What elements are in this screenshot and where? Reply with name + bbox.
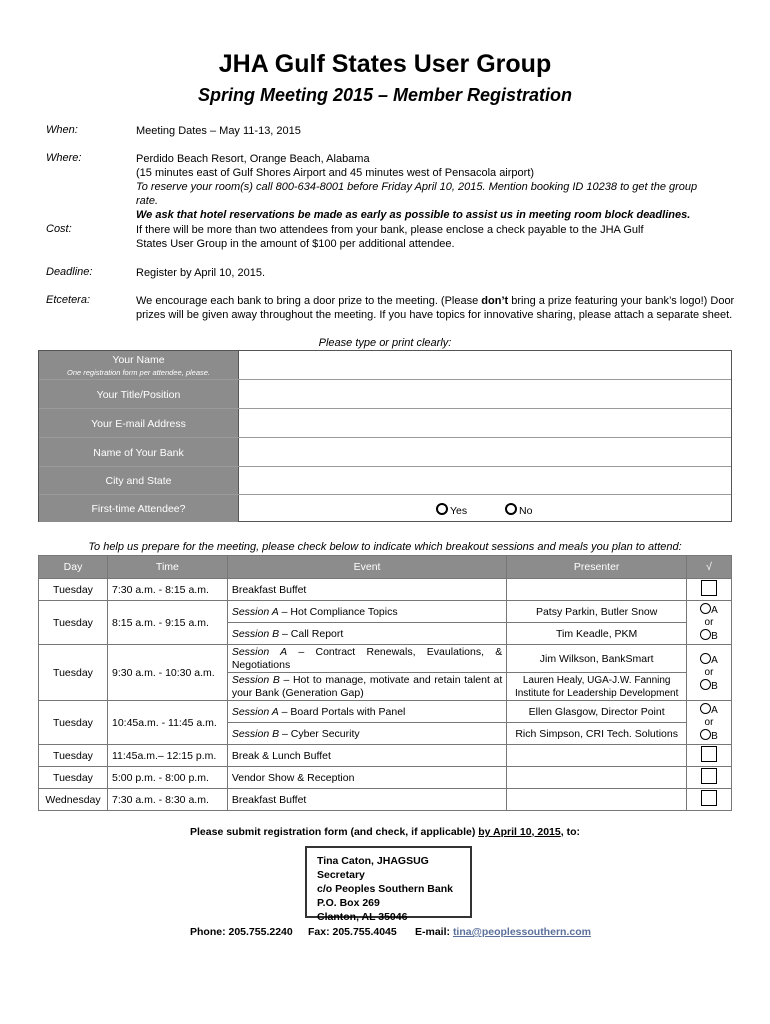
no-option[interactable]: No <box>505 503 532 517</box>
presenter-cell: Lauren Healy, UGA-J.W. Fanning Institute for Leadership Development <box>507 673 687 701</box>
schedule-header-row <box>39 556 732 579</box>
table-row <box>39 767 732 789</box>
title-row[interactable] <box>39 379 731 409</box>
city-label: City and State <box>39 467 239 495</box>
session-choice: A or B <box>687 645 732 701</box>
page-title: JHA Gulf States User Group <box>218 50 552 78</box>
choice-b-radio-icon[interactable] <box>700 679 711 690</box>
when-text: Meeting Dates – May 11-13, 2015 <box>136 125 301 137</box>
name-sublabel: One registration form per attendee, please. <box>67 367 210 377</box>
day-cell: Wednesday <box>39 789 108 811</box>
table-row <box>39 789 732 811</box>
time-cell: 10:45a.m. - 11:45 a.m. <box>107 701 227 745</box>
session-choice: A or B <box>687 701 732 745</box>
event-cell: Session B – Cyber Security <box>227 723 506 745</box>
day-cell: Tuesday <box>39 767 108 789</box>
phone-number: Phone: 205.755.2240 <box>190 926 293 938</box>
deadline-text: Register by April 10, 2015. <box>136 267 266 279</box>
table-row <box>39 601 732 623</box>
checkbox[interactable] <box>701 790 717 806</box>
time-cell: 8:15 a.m. - 9:15 a.m. <box>107 601 227 645</box>
check-cell <box>687 745 732 767</box>
presenter-cell <box>507 789 687 811</box>
presenter-cell <box>507 579 687 601</box>
time-cell: 5:00 p.m. - 8:00 p.m. <box>107 767 227 789</box>
time-cell: 7:30 a.m. - 8:15 a.m. <box>107 579 227 601</box>
event-cell: Session B – Hot to manage, motivate and retain talent at your Bank (Generation Gap) <box>227 673 506 701</box>
header-presenter: Presenter <box>507 556 687 579</box>
choice-a-radio-icon[interactable] <box>700 703 711 714</box>
time-cell: 11:45a.m.– 12:15 p.m. <box>107 745 227 767</box>
presenter-cell: Patsy Parkin, Butler Snow <box>507 601 687 623</box>
event-cell: Session A – Board Portals with Panel <box>227 701 506 723</box>
email-contact: E-mail: tina@peoplessouthern.com <box>415 926 591 938</box>
event-cell: Break & Lunch Buffet <box>227 745 506 767</box>
fax-number: Fax: 205.755.4045 <box>308 926 397 938</box>
presenter-cell <box>507 767 687 789</box>
presenter-cell: Rich Simpson, CRI Tech. Solutions <box>507 723 687 745</box>
checkbox[interactable] <box>701 580 717 596</box>
presenter-cell: Ellen Glasgow, Director Point <box>507 701 687 723</box>
day-cell: Tuesday <box>39 701 108 745</box>
yes-option[interactable]: Yes <box>436 503 467 517</box>
day-cell: Tuesday <box>39 601 108 645</box>
day-cell: Tuesday <box>39 745 108 767</box>
event-cell: Vendor Show & Reception <box>227 767 506 789</box>
form-instruction: Please type or print clearly: <box>318 337 452 349</box>
bank-label: Name of Your Bank <box>39 438 239 467</box>
header-day: Day <box>39 556 108 579</box>
header-check: √ <box>687 556 732 579</box>
registration-form <box>38 350 732 522</box>
presenter-cell: Jim Wilkson, BankSmart <box>507 645 687 673</box>
mailing-address: Tina Caton, JHAGSUG Secretary c/o Peoples Southern Bank P.O. Box 269 Clanton, AL 35046 <box>305 846 472 918</box>
cost-label: Cost: <box>46 223 72 235</box>
cost-text: If there will be more than two attendees from your bank, please enclose a check payable to the JHA Gulf States User Group in the amount of $100 per additional attendee. <box>136 224 644 250</box>
event-cell: Breakfast Buffet <box>227 789 506 811</box>
where-label: Where: <box>46 152 82 164</box>
title-label: Your Title/Position <box>39 380 239 409</box>
name-row[interactable] <box>39 351 731 379</box>
choice-a-radio-icon[interactable] <box>700 653 711 664</box>
no-radio-icon[interactable] <box>505 503 517 515</box>
city-row[interactable] <box>39 466 731 495</box>
choice-b-radio-icon[interactable] <box>700 729 711 740</box>
event-cell: Breakfast Buffet <box>227 579 506 601</box>
time-cell: 7:30 a.m. - 8:30 a.m. <box>107 789 227 811</box>
table-row <box>39 579 732 601</box>
name-label: Your Name <box>112 353 165 366</box>
event-cell: Session B – Call Report <box>227 623 506 645</box>
checkbox[interactable] <box>701 746 717 762</box>
session-choice: A or B <box>687 601 732 645</box>
event-cell: Session A – Hot Compliance Topics <box>227 601 506 623</box>
table-row <box>39 645 732 673</box>
bank-row[interactable] <box>39 437 731 467</box>
check-cell <box>687 767 732 789</box>
day-cell: Tuesday <box>39 645 108 701</box>
page-subtitle: Spring Meeting 2015 – Member Registration <box>197 85 573 105</box>
etcetera-text: We encourage each bank to bring a door prize to the meeting. (Please don’t bring a prize featuring your bank’s logo!) Door prizes will be given away throughout the meeting. If you have topics for innovative sharing, please attach a separate sheet. <box>136 295 735 321</box>
email-label: Your E-mail Address <box>39 409 239 438</box>
header-time: Time <box>107 556 227 579</box>
first-time-label: First-time Attendee? <box>39 495 239 522</box>
table-row <box>39 701 732 723</box>
yes-radio-icon[interactable] <box>436 503 448 515</box>
deadline-label: Deadline: <box>46 266 93 278</box>
presenter-cell <box>507 745 687 767</box>
first-time-row <box>39 494 731 522</box>
choice-a-radio-icon[interactable] <box>700 603 711 614</box>
submit-instruction: Please submit registration form (and check, if applicable) by April 10, 2015, to: <box>190 826 580 838</box>
schedule-table <box>38 555 732 811</box>
email-row[interactable] <box>39 408 731 438</box>
presenter-cell: Tim Keadle, PKM <box>507 623 687 645</box>
time-cell: 9:30 a.m. - 10:30 a.m. <box>107 645 227 701</box>
table-row <box>39 745 732 767</box>
event-cell: Session A – Contract Renewals, Evaulations, & Negotiations <box>227 645 506 673</box>
check-cell <box>687 789 732 811</box>
day-cell: Tuesday <box>39 579 108 601</box>
when-label: When: <box>46 124 78 136</box>
where-text: Perdido Beach Resort, Orange Beach, Alabama (15 minutes east of Gulf Shores Airport and 45 minutes west of Pensacola airport) To reserve your room(s) call 800-634-8001 before Friday April 10, 2015. Mention booking ID 10238 to get the group rate. We ask that hotel reservations be made as early as possible to assist us in meeting room block deadlines. <box>136 153 698 221</box>
email-link[interactable]: tina@peoplessouthern.com <box>452 926 591 938</box>
etcetera-label: Etcetera: <box>46 294 91 306</box>
choice-b-radio-icon[interactable] <box>700 629 711 640</box>
check-cell <box>687 579 732 601</box>
schedule-instruction: To help us prepare for the meeting, please check below to indicate which breakout sessions and meals you plan to attend: <box>88 541 682 553</box>
checkbox[interactable] <box>701 768 717 784</box>
header-event: Event <box>227 556 506 579</box>
